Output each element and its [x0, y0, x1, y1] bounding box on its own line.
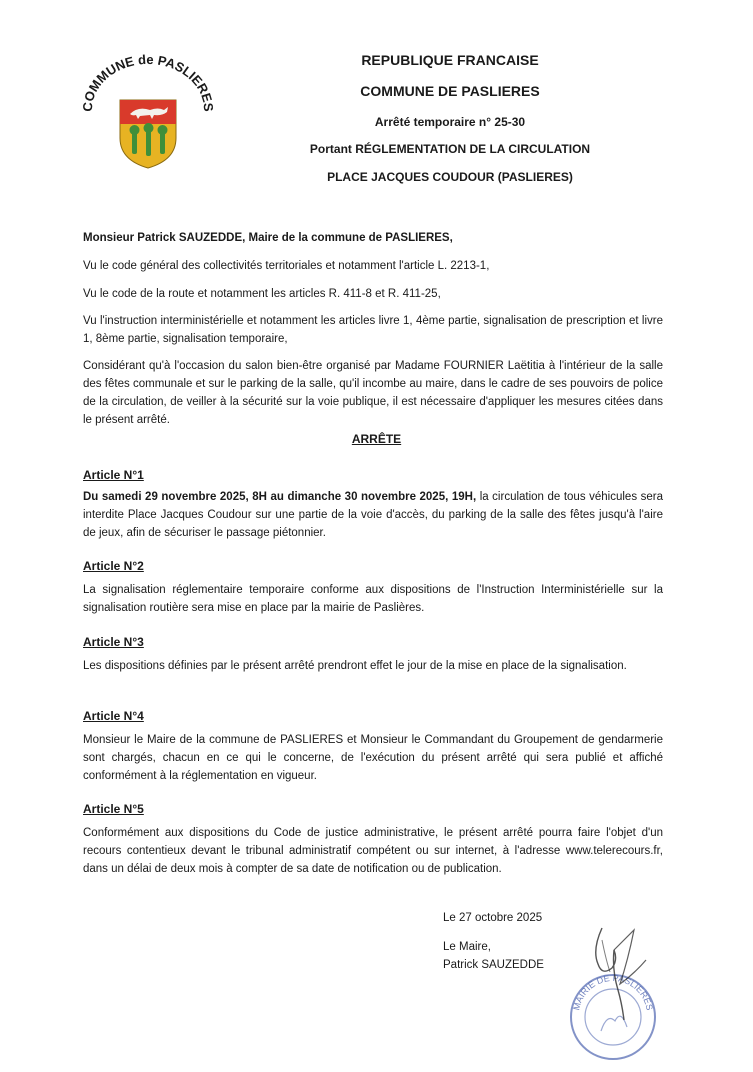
article-date-range: Du samedi 29 novembre 2025, 8H au dimanche 30 novembre 2025, 19H, [83, 491, 477, 503]
preamble [83, 229, 663, 247]
article-title: Article N°5 [83, 802, 144, 816]
article-text: Conformément aux dispositions du Code de justice administrative, le présent arrêté pourra faire l'objet d'un recours contentieux devant le tribunal administratif compétent ou sur internet, à l'adresse www.telerecours.fr, dans un délai de deux mois à compter de sa date de notification ou de publication. [83, 827, 663, 875]
signature-role: Le Maire, [443, 941, 491, 953]
arrete-location: PLACE JACQUES COUDOUR (PASLIERES) [327, 170, 573, 184]
commune-title: COMMUNE DE PASLIERES [360, 83, 540, 99]
signature-name: Patrick SAUZEDDE [443, 959, 544, 971]
vu-1: Vu le code général des collectivités territoriales et notamment l'article L. 2213-1, [83, 260, 490, 272]
mayor-line: Monsieur Patrick SAUZEDDE, Maire de la commune de PASLIERES, [83, 232, 453, 244]
arrete-subject: Portant RÉGLEMENTATION DE LA CIRCULATION [309, 142, 591, 156]
article-title: Article N°3 [83, 635, 144, 649]
article-title: Article N°4 [83, 709, 144, 723]
shield-icon [120, 100, 176, 168]
article-5 [83, 800, 663, 878]
arrete-heading: ARRÊTE [351, 432, 402, 446]
handwritten-signature [572, 920, 662, 1040]
stamp-text: MAIRIE DE PASLIERES [571, 972, 655, 1012]
article-text: La signalisation réglementaire temporaire conforme aux dispositions de l'Instruction Interministérielle sur la signalisation routière sera mise en place par la mairie de Paslières. [83, 584, 663, 614]
article-4 [83, 707, 663, 785]
vu-2: Vu le code de la route et notamment les articles R. 411-8 et R. 411-25, [83, 288, 441, 300]
commune-logo [78, 52, 218, 180]
article-text: Les dispositions définies par le présent arrêté prendront effet le jour de la mise en place de la signalisation. [83, 660, 627, 672]
republic-title: REPUBLIQUE FRANCAISE [361, 52, 539, 68]
article-text: Monsieur le Maire de la commune de PASLIERES et Monsieur le Commandant du Groupement de gendarmerie sont chargés, chacun en ce qui le concerne, de l'exécution du présent arrêté qui sera publié et affiché conformément à la réglementation en vigueur. [83, 734, 663, 782]
article-title: Article N°2 [83, 559, 144, 573]
vu-3: Vu l'instruction interministérielle et notamment les articles livre 1, 4ème partie, signalisation de prescription et livre 1, 8ème partie, signalisation temporaire, [83, 315, 663, 345]
article-2 [83, 557, 663, 617]
article-1 [83, 466, 663, 542]
article-3 [83, 633, 663, 675]
signature-date: Le 27 octobre 2025 [443, 912, 543, 924]
article-title: Article N°1 [83, 468, 144, 482]
article-text: Du samedi 29 novembre 2025, 8H au dimanche 30 novembre 2025, 19H, la circulation de tous véhicules sera interdite Place Jacques Coudour sur une partie de la voie d'accès, du parking de la salle des fêtes jusqu'à l'aire de jeux, afin de sécuriser le passage piétonnier. [83, 491, 663, 539]
arrete-number: Arrêté temporaire n° 25-30 [374, 115, 526, 129]
logo-text: COMMUNE de PASLIERES [79, 52, 217, 113]
considerant: Considérant qu'à l'occasion du salon bien-être organisé par Madame FOURNIER Laëtitia à l'intérieur de la salle des fêtes communale et sur le parking de la salle, qu'il incombe au maire, dans le cadre de ses pouvoirs de police de la circulation, de veiller à la sécurité sur la voie publique, il est nécessaire d'appliquer les mesures citées dans le présent arrêté. [83, 360, 663, 426]
document-header [250, 52, 650, 184]
